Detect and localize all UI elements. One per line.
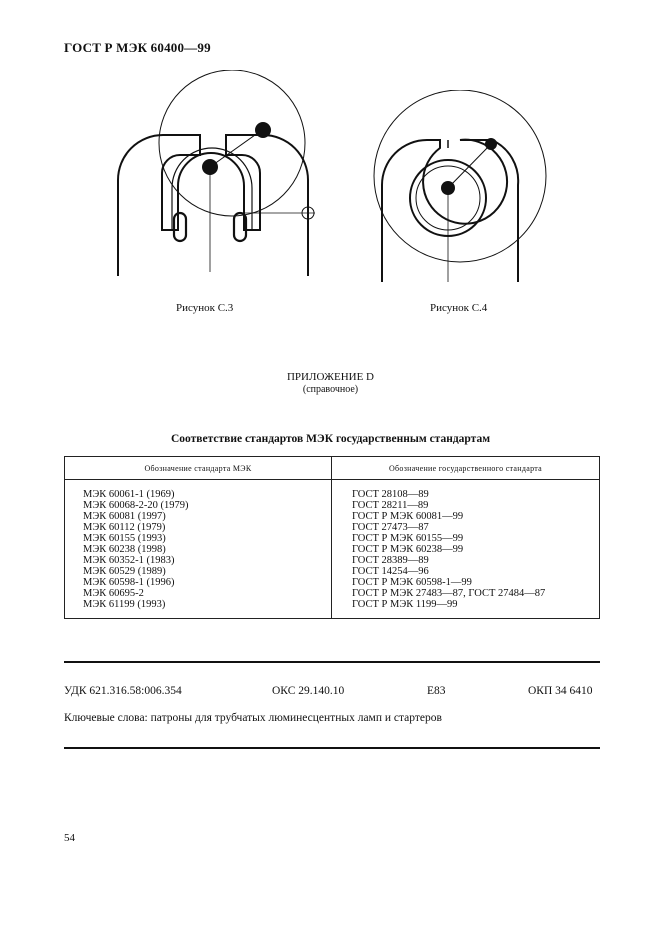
figure-c3-caption: Рисунок С.3	[176, 302, 234, 314]
e-code: Е83	[427, 685, 446, 697]
iec-column	[65, 480, 332, 619]
gost-standard: ГОСТ 28211—89	[352, 500, 429, 511]
udk-code: УДК 621.316.58:006.354	[64, 685, 182, 697]
iec-standard: МЭК 60068-2-20 (1979)	[83, 500, 189, 511]
iec-standard: МЭК 60061-1 (1969)	[83, 489, 175, 500]
fig3-body-outline	[118, 135, 308, 276]
iec-standard: МЭК 60352-1 (1983)	[83, 555, 175, 566]
gost-standard: ГОСТ Р МЭК 60155—99	[352, 533, 464, 544]
iec-standard: МЭК 60155 (1993)	[83, 533, 166, 544]
footer-rule-bottom	[64, 747, 600, 749]
gost-standard: ГОСТ Р МЭК 1199—99	[352, 599, 458, 610]
page-number: 54	[64, 832, 75, 844]
table-title: Соответствие стандартов МЭК государственным стандартам	[170, 433, 491, 445]
gost-standard: ГОСТ 14254—96	[352, 566, 429, 577]
gost-standard: ГОСТ 27473—87	[352, 522, 429, 533]
fig3-gauge-dot-top	[255, 122, 271, 138]
fig4-gauge-dot-top	[485, 138, 497, 150]
gost-standard: ГОСТ Р МЭК 60238—99	[352, 544, 464, 555]
appendix-subtitle: (справочное)	[302, 384, 359, 395]
iec-standard: МЭК 60529 (1989)	[83, 566, 166, 577]
document-header: ГОСТ Р МЭК 60400—99	[64, 40, 211, 55]
iec-standard: МЭК 60112 (1979)	[83, 522, 166, 533]
standards-table	[64, 456, 600, 619]
gost-standard: ГОСТ Р МЭК 60081—99	[352, 511, 464, 522]
iec-standard: МЭК 60695-2	[83, 588, 144, 599]
gost-standard: ГОСТ Р МЭК 60598-1—99	[352, 577, 472, 588]
oks-code: ОКС 29.140.10	[272, 685, 345, 697]
fig3-contact-left	[174, 213, 186, 241]
fig3-gauge-dot-center	[202, 159, 218, 175]
table-row	[65, 480, 600, 619]
fig4-gauge-dot-center	[441, 181, 455, 195]
iec-standard: МЭК 61199 (1993)	[83, 599, 166, 610]
iec-standard: МЭК 60081 (1997)	[83, 511, 166, 522]
okp-code: ОКП 34 6410	[528, 685, 593, 697]
footer-rule-top	[64, 661, 600, 663]
table-header-iec: Обозначение стандарта МЭК	[65, 457, 332, 480]
appendix-title: ПРИЛОЖЕНИЕ D	[286, 371, 374, 383]
fig3-large-circle	[159, 70, 305, 216]
gost-standard: ГОСТ Р МЭК 27483—87, ГОСТ 27484—87	[352, 588, 546, 599]
iec-standard: МЭК 60238 (1998)	[83, 544, 166, 555]
keywords: Ключевые слова: патроны для трубчатых люминесцентных ламп и стартеров	[64, 712, 442, 724]
iec-standard: МЭК 60598-1 (1996)	[83, 577, 175, 588]
gost-standard: ГОСТ 28108—89	[352, 489, 429, 500]
gost-column	[332, 480, 600, 619]
figure-c3-drawing	[110, 70, 330, 280]
table-header-row	[65, 457, 600, 480]
gost-standard: ГОСТ 28389—89	[352, 555, 429, 566]
figure-c4-drawing	[372, 90, 557, 285]
table-header-gost: Обозначение государственного стандарта	[332, 457, 600, 480]
figure-c4-caption: Рисунок С.4	[430, 302, 488, 314]
